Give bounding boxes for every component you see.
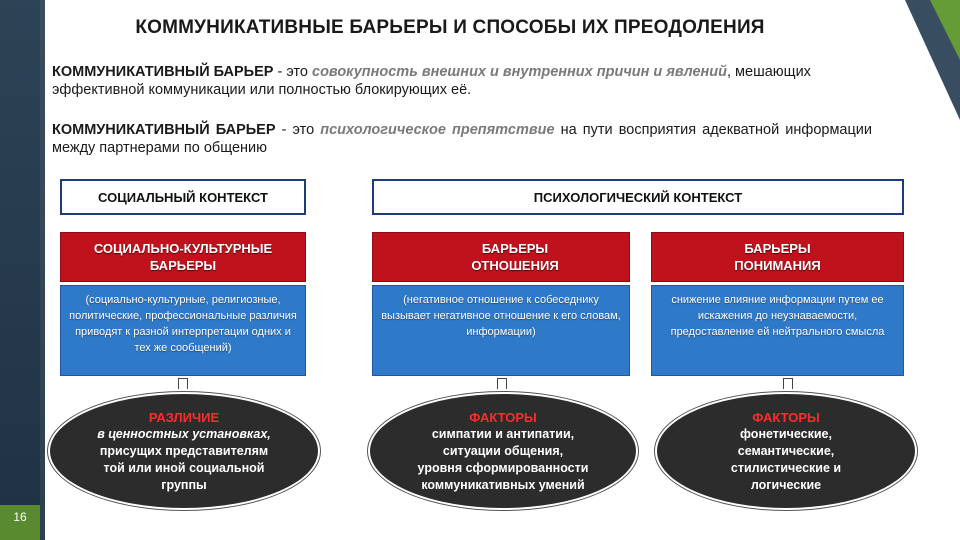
attitude-description xyxy=(372,285,630,376)
sociocultural-description-text: (социально-культурные, религиозные, политические, профессиональные различия приводят к разной интерпретации одних и тех же сообщений) xyxy=(69,294,297,354)
oval-differences-line-1: в ценностных установках, xyxy=(97,426,271,441)
oval-attitude-line-1: симпатии и антипатии, xyxy=(431,426,575,441)
definition-1 xyxy=(52,63,832,99)
definition-1-term: КОММУНИКАТИВНЫЙ БАРЬЕР xyxy=(52,64,274,80)
understanding-barrier-box xyxy=(651,232,904,282)
sociocultural-barrier-line-1: СОЦИАЛЬНО-КУЛЬТУРНЫЕ xyxy=(93,241,273,256)
oval-attitude-head: ФАКТОРЫ xyxy=(469,409,537,425)
understanding-description-text: снижение влияние информации путем ее искажения до неузнаваемости, предоставление ей нейтрального смысла xyxy=(670,294,885,338)
oval-differences-line-4: группы xyxy=(161,477,207,492)
definition-1-rest: , мешающих эффективной коммуникации или полностью блокирующих её. xyxy=(52,64,811,98)
understanding-barrier-line-2: ПОНИМАНИЯ xyxy=(734,258,821,273)
attitude-barrier-line-2: ОТНОШЕНИЯ xyxy=(471,258,559,273)
page-number: 16 xyxy=(13,510,27,524)
definition-2-rest: на пути восприятия адекватной информации между партнерами по общению xyxy=(52,122,872,156)
oval-understanding-line-1: фонетические, xyxy=(740,426,832,441)
oval-understanding-head: ФАКТОРЫ xyxy=(752,409,820,425)
sociocultural-description xyxy=(60,285,306,376)
page-number-badge xyxy=(0,505,40,540)
definition-1-highlight: совокупность внешних и внутренних причин и явлений xyxy=(312,64,727,80)
understanding-description xyxy=(651,285,904,376)
definition-2 xyxy=(52,121,872,157)
oval-attitude-line-4: коммуникативных умений xyxy=(421,477,585,492)
sociocultural-barrier-line-2: БАРЬЕРЫ xyxy=(149,258,217,273)
oval-attitude-factors xyxy=(368,392,638,510)
oval-differences-line-2: присущих представителям xyxy=(99,443,269,458)
attitude-barrier-line-1: БАРЬЕРЫ xyxy=(481,241,549,256)
page-title: КОММУНИКАТИВНЫЕ БАРЬЕРЫ И СПОСОБЫ ИХ ПРЕОДОЛЕНИЯ xyxy=(135,17,765,38)
oval-attitude-line-2: ситуации общения, xyxy=(442,443,564,458)
oval-understanding-line-4: логические xyxy=(750,477,822,492)
attitude-description-text: (негативное отношение к собеседнику вызывает негативное отношение к его словам, информации) xyxy=(381,294,621,338)
definition-1-dash: - это xyxy=(273,64,312,80)
oval-understanding-line-2: семантические, xyxy=(737,443,835,458)
oval-attitude-line-3: уровня сформированности xyxy=(417,460,589,475)
definition-2-highlight: психологическое препятствие xyxy=(320,122,555,138)
social-context-header: СОЦИАЛЬНЫЙ КОНТЕКСТ xyxy=(60,179,306,215)
attitude-barrier-box xyxy=(372,232,630,282)
oval-differences-line-3: той или иной социальной xyxy=(103,460,265,475)
sociocultural-barrier-box xyxy=(60,232,306,282)
oval-differences-head: РАЗЛИЧИЕ xyxy=(148,409,220,425)
understanding-barrier-line-1: БАРЬЕРЫ xyxy=(744,241,811,256)
definition-2-term: КОММУНИКАТИВНЫЙ БАРЬЕР xyxy=(52,122,276,138)
oval-understanding-factors xyxy=(655,392,917,510)
oval-understanding-line-3: стилистические и xyxy=(730,460,842,475)
definition-2-dash: - это xyxy=(275,122,321,138)
left-decorative-bar xyxy=(0,0,40,540)
oval-differences xyxy=(48,392,320,510)
psychological-context-header: ПСИХОЛОГИЧЕСКИЙ КОНТЕКСТ xyxy=(372,179,904,215)
